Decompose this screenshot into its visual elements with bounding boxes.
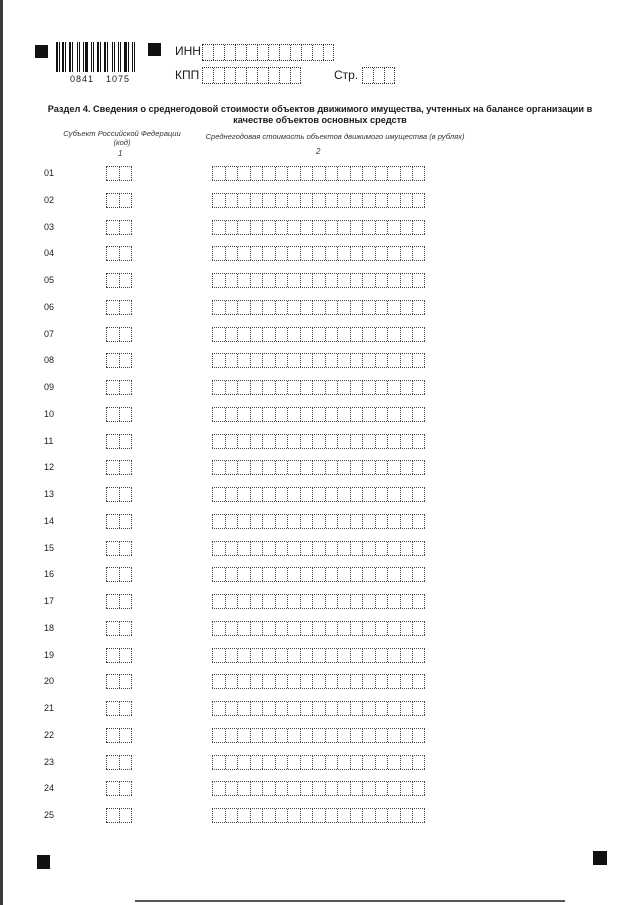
subject-code-field[interactable]	[106, 701, 132, 716]
average-value-field[interactable]	[212, 514, 425, 529]
average-value-field[interactable]	[212, 487, 425, 502]
row-number: 23	[44, 757, 55, 767]
row-number: 13	[44, 489, 55, 499]
average-value-field[interactable]	[212, 246, 425, 261]
subject-code-field[interactable]	[106, 407, 132, 422]
row-number: 24	[44, 783, 55, 793]
subject-code-field[interactable]	[106, 781, 132, 796]
row-number: 15	[44, 543, 55, 553]
kpp-label: КПП	[175, 68, 200, 82]
column-2-header: Среднегодовая стоимость объектов движимого имущества (в рублях)	[205, 132, 465, 141]
subject-code-field[interactable]	[106, 460, 132, 475]
average-value-field[interactable]	[212, 327, 425, 342]
row-number: 04	[44, 248, 55, 258]
subject-code-field[interactable]	[106, 327, 132, 342]
column-2-number: 2	[316, 147, 321, 156]
average-value-field[interactable]	[212, 460, 425, 475]
subject-code-field[interactable]	[106, 621, 132, 636]
subject-code-field[interactable]	[106, 567, 132, 582]
average-value-field[interactable]	[212, 193, 425, 208]
column-1-header: Субъект Российской Федерации (код)	[63, 129, 181, 147]
corner-marker-top-right	[148, 43, 161, 56]
row-number: 10	[44, 409, 55, 419]
corner-marker-bottom-right	[593, 851, 607, 865]
subject-code-field[interactable]	[106, 755, 132, 770]
average-value-field[interactable]	[212, 567, 425, 582]
subject-code-field[interactable]	[106, 300, 132, 315]
average-value-field[interactable]	[212, 434, 425, 449]
inn-field[interactable]	[202, 44, 334, 61]
average-value-field[interactable]	[212, 220, 425, 235]
average-value-field[interactable]	[212, 273, 425, 288]
subject-code-field[interactable]	[106, 487, 132, 502]
average-value-field[interactable]	[212, 781, 425, 796]
subject-code-field[interactable]	[106, 220, 132, 235]
page-number-field[interactable]	[362, 67, 395, 84]
corner-marker-bottom-left	[37, 855, 50, 869]
subject-code-field[interactable]	[106, 674, 132, 689]
page-number-label: Стр.	[334, 68, 359, 82]
subject-code-field[interactable]	[106, 594, 132, 609]
average-value-field[interactable]	[212, 674, 425, 689]
row-number: 06	[44, 302, 55, 312]
average-value-field[interactable]	[212, 300, 425, 315]
average-value-field[interactable]	[212, 166, 425, 181]
row-number: 16	[44, 569, 55, 579]
row-number: 05	[44, 275, 55, 285]
section-title: Раздел 4. Сведения о среднегодовой стоимости объектов движимого имущества, учтенных на балансе организации в качестве объектов основных средств	[47, 104, 593, 125]
row-number: 09	[44, 382, 55, 392]
subject-code-field[interactable]	[106, 193, 132, 208]
subject-code-field[interactable]	[106, 380, 132, 395]
average-value-field[interactable]	[212, 648, 425, 663]
subject-code-field[interactable]	[106, 808, 132, 823]
row-number: 07	[44, 329, 55, 339]
row-number: 25	[44, 810, 55, 820]
average-value-field[interactable]	[212, 728, 425, 743]
column-1-number: 1	[118, 149, 123, 158]
subject-code-field[interactable]	[106, 166, 132, 181]
row-number: 20	[44, 676, 55, 686]
kpp-field[interactable]	[202, 67, 301, 84]
average-value-field[interactable]	[212, 594, 425, 609]
subject-code-field[interactable]	[106, 434, 132, 449]
row-number: 17	[44, 596, 55, 606]
row-number: 08	[44, 355, 55, 365]
average-value-field[interactable]	[212, 541, 425, 556]
subject-code-field[interactable]	[106, 541, 132, 556]
row-number: 01	[44, 168, 55, 178]
row-number: 14	[44, 516, 55, 526]
corner-marker-top-left	[35, 45, 48, 58]
average-value-field[interactable]	[212, 621, 425, 636]
row-number: 18	[44, 623, 55, 633]
row-number: 22	[44, 730, 55, 740]
page-edge	[0, 0, 3, 905]
inn-label: ИНН	[175, 44, 201, 58]
subject-code-field[interactable]	[106, 246, 132, 261]
subject-code-field[interactable]	[106, 728, 132, 743]
row-number: 12	[44, 462, 55, 472]
subject-code-field[interactable]	[106, 648, 132, 663]
row-number: 11	[44, 436, 54, 446]
barcode	[56, 42, 138, 72]
page-bottom-edge	[135, 900, 565, 902]
average-value-field[interactable]	[212, 380, 425, 395]
row-number: 02	[44, 195, 55, 205]
average-value-field[interactable]	[212, 407, 425, 422]
average-value-field[interactable]	[212, 755, 425, 770]
subject-code-field[interactable]	[106, 514, 132, 529]
average-value-field[interactable]	[212, 808, 425, 823]
average-value-field[interactable]	[212, 701, 425, 716]
subject-code-field[interactable]	[106, 353, 132, 368]
average-value-field[interactable]	[212, 353, 425, 368]
row-number: 21	[44, 703, 55, 713]
barcode-number-left: 0841	[70, 74, 95, 84]
barcode-number-right: 1075	[106, 74, 131, 84]
subject-code-field[interactable]	[106, 273, 132, 288]
row-number: 19	[44, 650, 55, 660]
row-number: 03	[44, 222, 55, 232]
